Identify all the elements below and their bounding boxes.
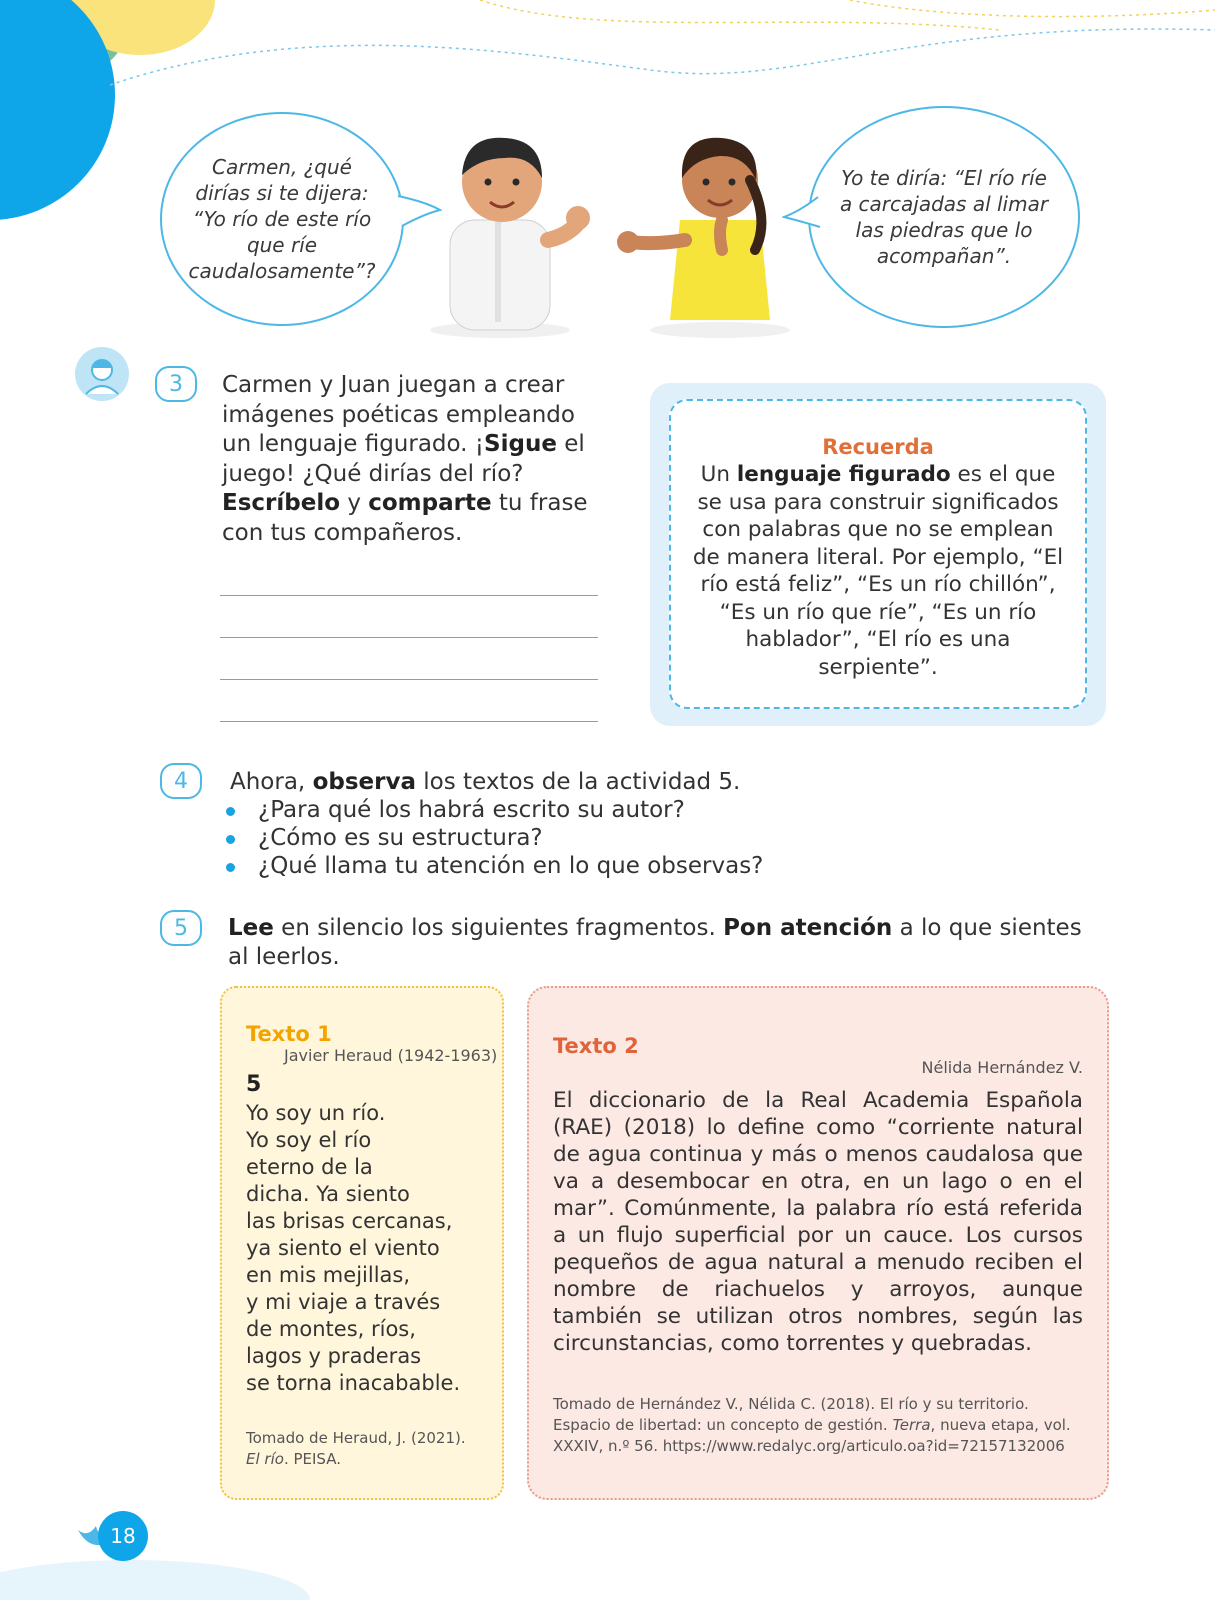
recuerda-bold: lenguaje figurado bbox=[736, 462, 951, 487]
texto-2-source-2: , nueva etapa, vol. XXXIV, n.º 56. https://www.redalyc.org/articulo.oa?id=72157132006 bbox=[553, 1416, 1071, 1455]
activity-3-text-4: tu frase con tus compañeros. bbox=[222, 490, 588, 546]
poem-line: y mi viaje a través bbox=[246, 1290, 441, 1314]
activity-3-instructions bbox=[222, 371, 610, 548]
activity-5-text-1: en silencio los siguientes fragmentos. bbox=[273, 915, 724, 941]
activity-5-number-text: 5 bbox=[174, 915, 188, 941]
poem-line: Yo soy un río. bbox=[246, 1101, 386, 1125]
texto-1-author: Javier Heraud (1942-1963) bbox=[284, 1046, 498, 1065]
texto-1-poem bbox=[246, 1100, 460, 1397]
activity-4-intro-bold: observa bbox=[312, 769, 416, 795]
activity-5-text-2: a lo que sientes al leerlos. bbox=[228, 915, 1082, 970]
activity-3-bold-3: comparte bbox=[368, 490, 492, 516]
activity-4-number bbox=[160, 763, 202, 799]
recuerda-text-2: es el que se usa para construir significados con palabras que no se emplean de manera literal. Por ejemplo, “El río está feliz”, “Es un río chillón”, “Es un río que ríe”, “Es un río hablador”, “El río es una serpiente”. bbox=[692, 462, 1064, 680]
activity-3-text-2: el juego! ¿Qué dirías del río? bbox=[222, 431, 585, 487]
texto-2-author: Nélida Hernández V. bbox=[921, 1058, 1083, 1077]
activity-3-number bbox=[155, 366, 197, 402]
activity-4-number-text: 4 bbox=[174, 768, 188, 794]
texto-1-source-2: . PEISA. bbox=[283, 1450, 341, 1468]
answer-line-4[interactable] bbox=[220, 721, 598, 722]
activity-5-bold-1: Lee bbox=[228, 915, 274, 941]
activity-4-intro bbox=[230, 768, 1130, 796]
poem-line: se torna inacabable. bbox=[246, 1371, 461, 1395]
texto-1-source-title: El río bbox=[246, 1450, 284, 1468]
activity-3-bold-2: Escríbelo bbox=[222, 490, 341, 516]
activity-4-intro-1: Ahora, bbox=[230, 769, 313, 795]
activity-5-bold-2: Pon atención bbox=[723, 915, 893, 941]
texto-1-title: Texto 1 bbox=[246, 1022, 332, 1046]
activity-3-number-text: 3 bbox=[169, 371, 183, 397]
boy-illustration bbox=[410, 120, 610, 340]
girl-speech-bubble bbox=[808, 106, 1080, 328]
poem-line: ya siento el viento bbox=[246, 1236, 440, 1260]
texto-1-source bbox=[246, 1428, 486, 1470]
texto-2-source bbox=[553, 1394, 1083, 1457]
girl-speech-text: Yo te diría: “El río ríe a carcajadas al limar las piedras que lo acompañan”. bbox=[839, 166, 1049, 268]
recuerda-inner bbox=[669, 399, 1087, 709]
page-number-badge bbox=[98, 1511, 148, 1561]
activity-3-text-1: Carmen y Juan juegan a crear imágenes poéticas empleando un lenguaje figurado. ¡ bbox=[222, 372, 575, 457]
texto-1-poem-number: 5 bbox=[246, 1072, 262, 1097]
recuerda-text bbox=[671, 461, 1085, 681]
activity-4-intro-2: los textos de la actividad 5. bbox=[415, 769, 741, 795]
recuerda-text-1: Un bbox=[700, 462, 737, 487]
activity-4-questions bbox=[226, 796, 1126, 880]
recuerda-title: Recuerda bbox=[822, 435, 934, 459]
poem-line: en mis mejillas, bbox=[246, 1263, 411, 1287]
activity-4-question: ¿Cómo es su estructura? bbox=[226, 824, 1126, 852]
texto-2-source-journal: Terra bbox=[892, 1416, 931, 1434]
activity-4-question: ¿Qué llama tu atención en lo que observas? bbox=[226, 852, 1126, 880]
texto-2-card bbox=[527, 986, 1109, 1500]
activity-5-number bbox=[160, 910, 202, 946]
activity-4-question: ¿Para qué los habrá escrito su autor? bbox=[226, 796, 1126, 824]
activity-3-bold-1: Sigue bbox=[484, 431, 557, 457]
answer-line-1[interactable] bbox=[220, 595, 598, 596]
poem-line: las brisas cercanas, bbox=[246, 1209, 453, 1233]
poem-line: dicha. Ya siento bbox=[246, 1182, 410, 1206]
texto-1-source-1: Tomado de Heraud, J. (2021). bbox=[246, 1429, 466, 1447]
poem-line: Yo soy el río bbox=[246, 1128, 372, 1152]
student-avatar-icon bbox=[74, 346, 130, 402]
poem-line: eterno de la bbox=[246, 1155, 373, 1179]
answer-line-2[interactable] bbox=[220, 637, 598, 638]
texto-1-card bbox=[220, 986, 504, 1500]
page-number: 18 bbox=[110, 1524, 136, 1548]
boy-speech-bubble bbox=[160, 112, 404, 326]
activity-3-text-3: y bbox=[340, 490, 369, 516]
poem-line: lagos y praderas bbox=[246, 1344, 422, 1368]
answer-line-3[interactable] bbox=[220, 679, 598, 680]
recuerda-box bbox=[650, 383, 1106, 726]
poem-line: de montes, ríos, bbox=[246, 1317, 416, 1341]
texto-2-title: Texto 2 bbox=[553, 1034, 639, 1058]
boy-speech-text: Carmen, ¿qué dirías si te dijera: “Yo río de este río que ríe caudalosamente”? bbox=[188, 155, 376, 283]
texto-2-body: El diccionario de la Real Academia Española (RAE) (2018) lo define como “corriente natural de agua continua y más o menos caudalosa que va a desembocar en otra, en un lago o en el mar”. Comúnmente, la palabra río está referida a un flujo superficial por un cauce. Los cursos pequeños de agua natural a menudo reciben el nombre de riachuelos y arroyos, aunque también se utilizan otros nombres, según las circunstancias, como torrentes y quebradas. bbox=[553, 1088, 1083, 1356]
girl-illustration bbox=[610, 120, 810, 340]
texto-2-source-1: Tomado de Hernández V., Nélida C. (2018). El río y su territorio. Espacio de libertad: un concepto de gestión. bbox=[553, 1395, 1029, 1434]
activity-5-instructions bbox=[228, 914, 1088, 972]
